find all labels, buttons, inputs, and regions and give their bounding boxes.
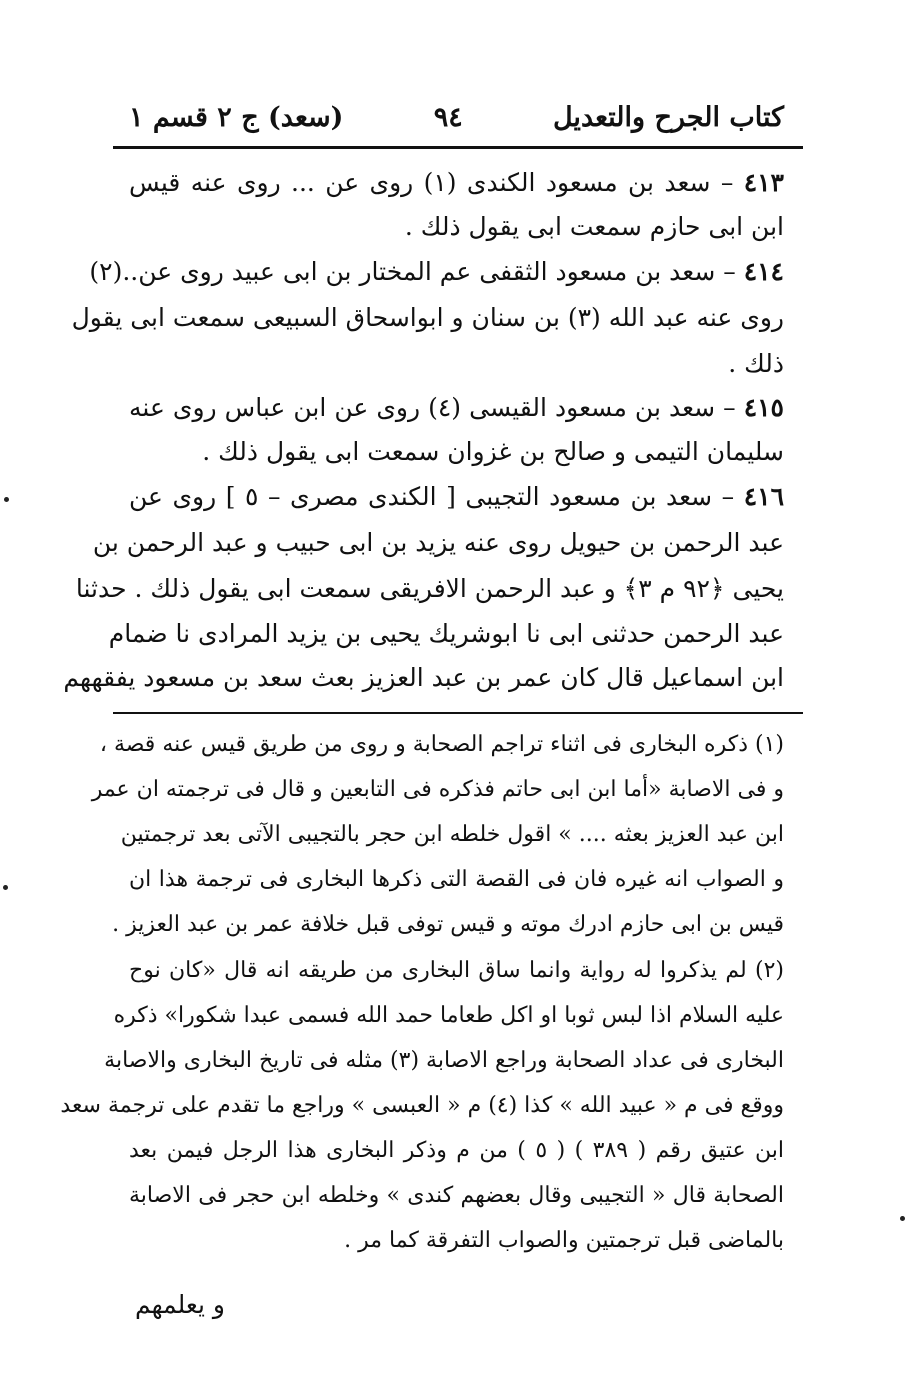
scan-speck	[4, 497, 9, 502]
scan-speck	[900, 1216, 905, 1221]
entry-413-line-2: ابن ابى حازم سمعت ابى يقول ذلك .	[404, 212, 784, 241]
entry-415-line-1	[129, 388, 784, 428]
entry-416-line-2: عبد الرحمن بن حيويل روى عنه يزيد بن ابى حبيب و عبد الرحمن بن	[92, 528, 784, 557]
entry-414-line-1	[89, 252, 784, 292]
entry-414-line-3: ذلك .	[728, 349, 784, 378]
entry-414-line-2: روى عنه عبد الله (٣) بن سنان و ابواسحاق السبيعى سمعت ابى يقول	[71, 303, 784, 332]
entry-416-line-5: ابن اسماعيل قال كان عمر بن عبد العزيز بعث سعد بن مسعود يفقههم	[63, 663, 784, 692]
entry-413-line-1	[129, 163, 784, 203]
entry-number: ٤١٥	[743, 393, 784, 422]
entry-text: – سعد بن مسعود القيسى (٤) روى عن ابن عباس روى عنه	[129, 393, 736, 422]
entry-text: – سعد بن مسعود الثقفى عم المختار بن ابى عبيد روى عن..(٢)	[89, 257, 736, 286]
entry-415-line-2: سليمان التيمى و صالح بن غزوان سمعت ابى يقول ذلك .	[202, 437, 784, 466]
scan-speck	[3, 885, 8, 890]
entry-number: ٤١٣	[743, 168, 784, 197]
page-number: ٩٤	[433, 101, 463, 133]
book-title: كتاب الجرح والتعديل	[552, 101, 784, 133]
footnote-line: ابن عبد العزيز بعثه .... » اقول خلطه ابن حجر بالتجيبى الآتى بعد ترجمتين	[120, 822, 784, 847]
footnote-line: (١) ذكره البخارى فى اثناء تراجم الصحابة و روى من طريق قيس عنه قصة ،	[99, 732, 784, 757]
footnote-line: و الصواب انه غيره فان فى القصة التى ذكرها البخارى فى ترجمة هذا ان	[129, 867, 784, 892]
footnote-line: الصحابة قال « التجيبى وقال بعضهم كندى » وخلطه ابن حجر فى الاصابة	[129, 1183, 784, 1208]
footnote-line: قيس بن ابى حازم ادرك موته و قيس توفى قبل خلافة عمر بن عبد العزيز .	[112, 912, 784, 937]
footnote-line: (٢) لم يذكروا له رواية وانما ساق البخارى من طريقه انه قال «كان نوح	[129, 958, 784, 983]
section-label: (سعد) ج ٢ قسم ١	[129, 101, 344, 133]
running-header	[129, 96, 784, 138]
catchword: و يعلمهم	[135, 1290, 225, 1319]
entry-number: ٤١٦	[743, 482, 785, 511]
footnote-line: و فى الاصابة «أما ابن ابى حاتم فذكره فى التابعين و قال فى ترجمته ان عمر	[91, 777, 784, 802]
footnote-line: ابن عتيق رقم ( ٣٨٩ ) ( ٥ ) من م وذكر البخارى هذا الرجل فيمن بعد	[129, 1138, 784, 1163]
footnote-rule	[113, 712, 803, 714]
entry-text: – سعد بن مسعود التجيبى [ الكندى مصرى – ٥ ] روى عن	[129, 482, 735, 511]
footnote-line: ووقع فى م « عبيد الله » كذا (٤) م « العبسى » وراجع ما تقدم على ترجمة سعد	[60, 1093, 784, 1118]
footnote-line: بالماضى قبل ترجمتين والصواب التفرقة كما مر .	[344, 1228, 784, 1253]
entry-text: – سعد بن مسعود الكندى (١) روى عن ... روى عنه قيس	[129, 168, 734, 197]
entry-416-line-1	[129, 477, 784, 517]
header-rule	[113, 146, 803, 149]
entry-number: ٤١٤	[743, 257, 784, 286]
entry-416-line-4: عبد الرحمن حدثنى ابى نا ابوشريك يحيى بن يزيد المرادى نا ضمام	[108, 619, 784, 648]
footnote-line: البخارى فى عداد الصحابة وراجع الاصابة (٣) مثله فى تاريخ البخارى والاصابة	[104, 1048, 784, 1073]
footnote-line: عليه السلام اذا لبس ثوبا او اكل طعاما حمد الله فسمى عبدا شكورا» ذكره	[113, 1003, 784, 1028]
entry-416-line-3: يحيى ﴿٩٢ م ٣﴾ و عبد الرحمن الافريقى سمعت ابى يقول ذلك . حدثنا	[75, 574, 784, 603]
